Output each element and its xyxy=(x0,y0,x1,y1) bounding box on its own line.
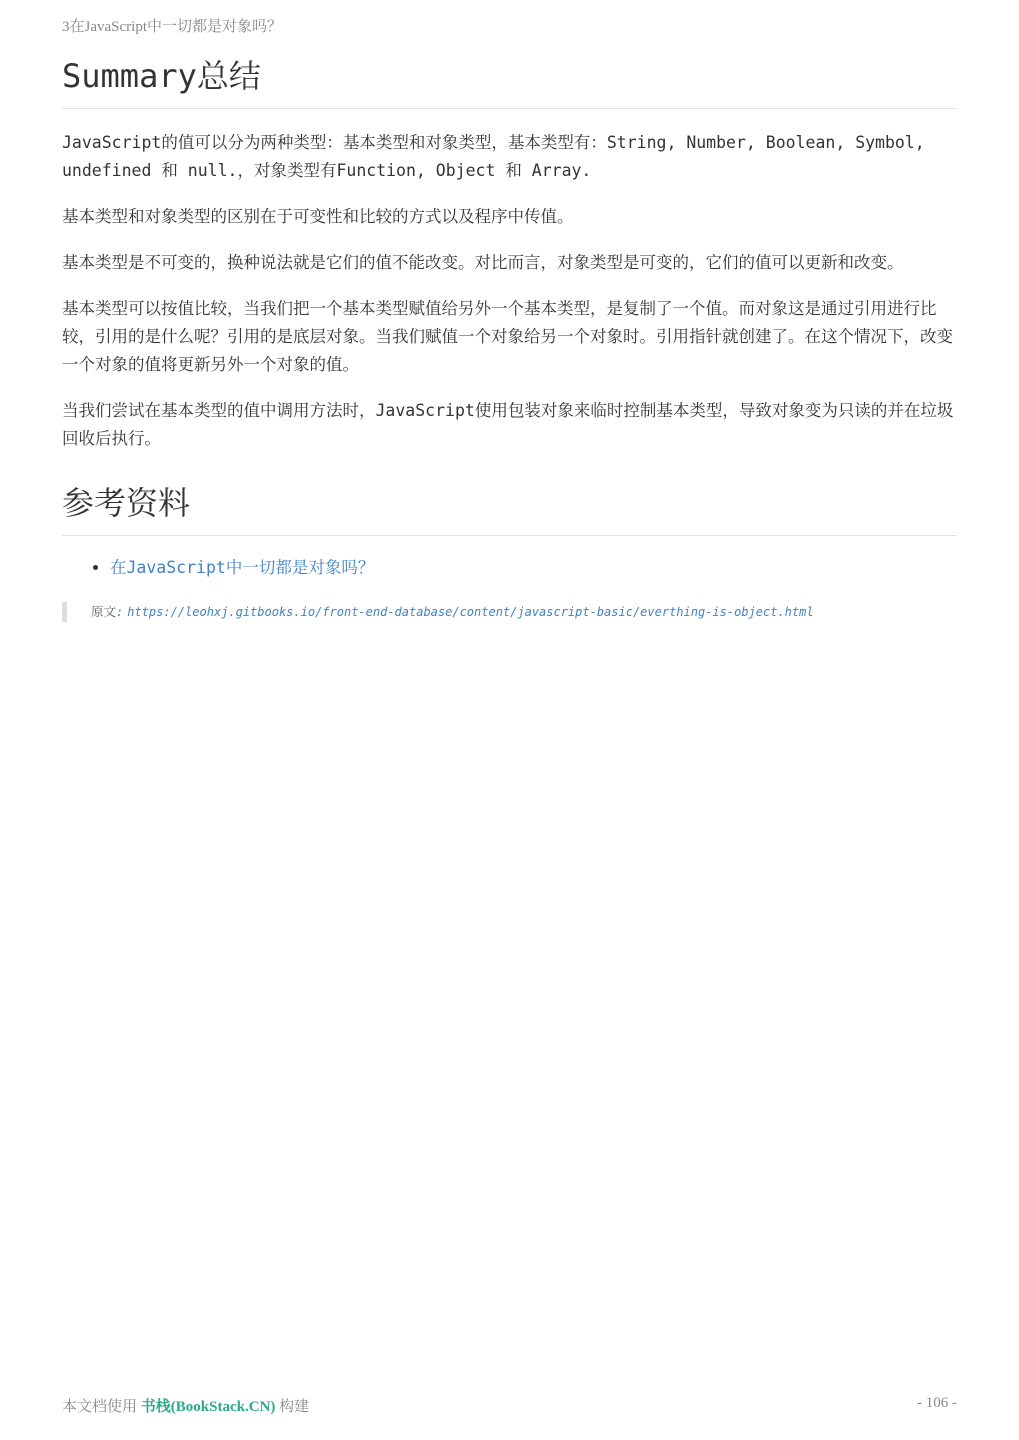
code-primitive-types: String, Number, Boolean, Symbol, undefined 和 null. xyxy=(62,133,925,180)
references-list xyxy=(62,554,957,582)
summary-heading xyxy=(62,52,957,109)
text-segment: 的值可以分为两种类型：基本类型和对象类型，基本类型有： xyxy=(161,133,607,152)
source-blockquote xyxy=(62,602,957,622)
text-segment: 使用包装对象来临时控制基本类型，导致对象变为只读的并在垃圾回收后执行。 xyxy=(62,401,954,448)
link-text-code: JavaScript xyxy=(126,558,226,577)
summary-heading-latin: Summary xyxy=(62,57,197,95)
list-item xyxy=(110,554,957,582)
text-segment: 当我们尝试在基本类型的值中调用方法时， xyxy=(62,401,376,420)
running-header: 3在JavaScript中一切都是对象吗？ xyxy=(62,19,282,35)
footer-prefix: 本文档使用 xyxy=(62,1399,138,1415)
link-text: 中一切都是对象吗？ xyxy=(225,558,375,577)
footer-suffix: 构建 xyxy=(279,1399,310,1415)
source-url[interactable]: https://leohxj.gitbooks.io/front-end-database/content/javascript-basic/everthing-is-object.html xyxy=(127,605,814,619)
page-footer xyxy=(62,1395,957,1416)
document-body xyxy=(62,52,957,622)
references-heading: 参考资料 xyxy=(62,479,957,536)
summary-paragraph-types xyxy=(62,129,957,185)
text-segment: ，对象类型有 xyxy=(237,161,337,180)
code-javascript: JavaScript xyxy=(375,401,475,420)
footer-brand-link[interactable]: 书栈(BookStack.CN) xyxy=(140,1399,276,1415)
reference-link[interactable] xyxy=(110,558,374,577)
summary-paragraph-wrapper xyxy=(62,397,957,453)
summary-heading-cjk: 总结 xyxy=(196,57,261,95)
summary-paragraph-mutability: 基本类型是不可变的，换种说法就是它们的值不能改变。对比而言，对象类型是可变的，它们的值可以更新和改变。 xyxy=(62,253,904,272)
code-object-types: Function, Object 和 Array. xyxy=(336,161,592,180)
source-colon: : xyxy=(116,605,124,619)
page-number: - 106 - xyxy=(917,1395,957,1411)
source-label: 原文 xyxy=(91,604,117,619)
summary-paragraph-comparison: 基本类型可以按值比较，当我们把一个基本类型赋值给另外一个基本类型，是复制了一个值。而对象这是通过引用进行比较，引用的是什么呢？引用的是底层对象。当我们赋值一个对象给另一个对象时。引用指针就创建了。在这个情况下，改变一个对象的值将更新另外一个对象的值。 xyxy=(62,299,953,374)
summary-paragraph-difference: 基本类型和对象类型的区别在于可变性和比较的方式以及程序中传值。 xyxy=(62,207,574,226)
link-text: 在 xyxy=(110,558,127,577)
code-javascript: JavaScript xyxy=(62,133,162,152)
